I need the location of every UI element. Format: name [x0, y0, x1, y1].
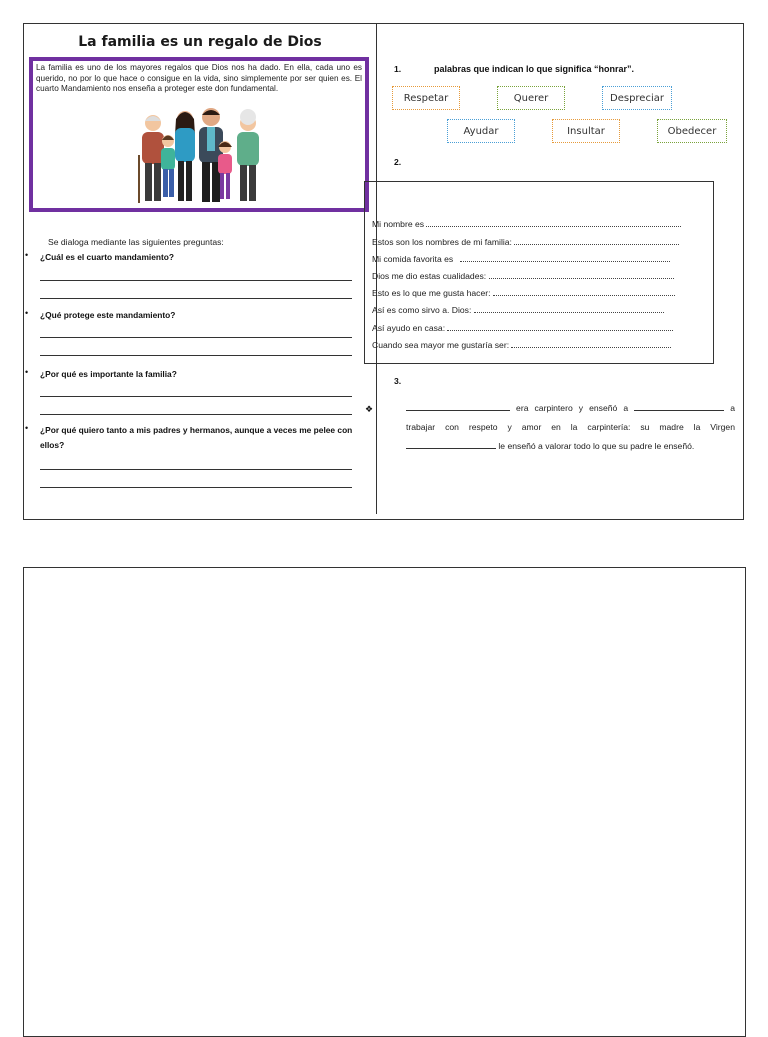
fill-in-line[interactable]: [460, 253, 670, 262]
question-text: ¿Por qué quiero tanto a mis padres y hermanos, aunque a veces me pelee con ellos?: [40, 425, 353, 450]
grandmother-figure: [237, 109, 259, 201]
section-3-paragraph: [406, 399, 735, 456]
info-line: Mi nombre es: [372, 218, 681, 229]
word-box-obedecer[interactable]: [657, 119, 727, 143]
answer-line[interactable]: [40, 487, 352, 488]
word-box-insultar[interactable]: [552, 119, 620, 143]
bullet-icon: •: [25, 250, 29, 260]
section-2-number: 2.: [394, 157, 402, 167]
blank-line[interactable]: [406, 439, 496, 449]
section-1-instruction: palabras que indican lo que significa “honrar”.: [434, 64, 635, 74]
about-me-box: [364, 181, 714, 364]
question-text: ¿Qué protege este mandamiento?: [40, 310, 176, 320]
info-line: Cuando sea mayor me gustaría ser:: [372, 339, 671, 350]
word-label: Querer: [513, 92, 549, 104]
answer-line[interactable]: [40, 298, 352, 299]
info-line: Mi comida favorita es: [372, 253, 670, 264]
answer-line[interactable]: [40, 469, 352, 470]
question-text: ¿Por qué es importante la familia?: [40, 369, 177, 379]
word-box-ayudar[interactable]: [447, 119, 515, 143]
fill-in-line[interactable]: [426, 218, 681, 227]
grandfather-figure: [139, 115, 164, 203]
bullet-icon: •: [25, 423, 29, 433]
paragraph-part: le enseñó a valorar todo lo que su padre le enseñó.: [498, 441, 695, 451]
dialog-intro: Se dialoga mediante las siguientes preguntas:: [48, 237, 224, 247]
info-line: Así es como sirvo a. Dios:: [372, 304, 664, 315]
boy-figure: [161, 135, 175, 197]
page-title: La familia es un regalo de Dios: [78, 34, 322, 50]
word-label: Obedecer: [667, 125, 717, 137]
word-label: Insultar: [567, 125, 605, 137]
info-line: Dios me dio estas cualidades:: [372, 270, 674, 281]
paragraph-part: era carpintero y enseñó a: [516, 403, 629, 413]
info-line: Estos son los nombres de mi familia:: [372, 236, 679, 247]
info-line: Esto es lo que me gusta hacer:: [372, 287, 675, 298]
fill-in-line[interactable]: [493, 287, 675, 296]
answer-line[interactable]: [40, 396, 352, 397]
girl-figure: [218, 141, 232, 199]
blank-line[interactable]: [634, 401, 724, 411]
answer-line[interactable]: [40, 355, 352, 356]
intro-text: La familia es uno de los mayores regalos que Dios nos ha dado. En ella, cada uno es querido, no por lo que hace o consigue en la vida, sino simplemente por ser quien es. El cuarto Mandamiento nos enseña a proteger este don fundamental.: [36, 63, 362, 93]
bullet-icon: •: [25, 367, 29, 377]
fill-in-line[interactable]: [489, 270, 674, 279]
fill-in-line[interactable]: [447, 322, 673, 331]
mother-figure: [175, 111, 195, 201]
answer-line[interactable]: [40, 414, 352, 415]
answer-line[interactable]: [40, 280, 352, 281]
family-illustration: [133, 105, 273, 207]
fill-in-line[interactable]: [511, 339, 671, 348]
diamond-bullet-icon: ❖: [365, 404, 374, 414]
intro-box: [29, 57, 369, 212]
section-3-number: 3.: [394, 376, 402, 386]
bullet-icon: •: [25, 308, 29, 318]
worksheet-bottom-panel: [23, 567, 746, 1037]
word-box-respetar[interactable]: [392, 86, 460, 110]
section-1-number: 1.: [394, 64, 402, 74]
fill-in-line[interactable]: [474, 304, 664, 313]
word-box-querer[interactable]: [497, 86, 565, 110]
info-line: Así ayudo en casa:: [372, 322, 673, 333]
word-box-despreciar[interactable]: [602, 86, 672, 110]
answer-line[interactable]: [40, 337, 352, 338]
paragraph-part: a trabajar con respeto y amor en la carpintería: su madre la Virgen: [406, 403, 735, 432]
question-text: ¿Cuál es el cuarto mandamiento?: [40, 252, 175, 262]
fill-in-line[interactable]: [514, 236, 679, 245]
word-label: Ayudar: [463, 125, 499, 137]
word-label: Despreciar: [610, 92, 664, 104]
word-label: Respetar: [403, 92, 449, 104]
blank-line[interactable]: [406, 401, 510, 411]
